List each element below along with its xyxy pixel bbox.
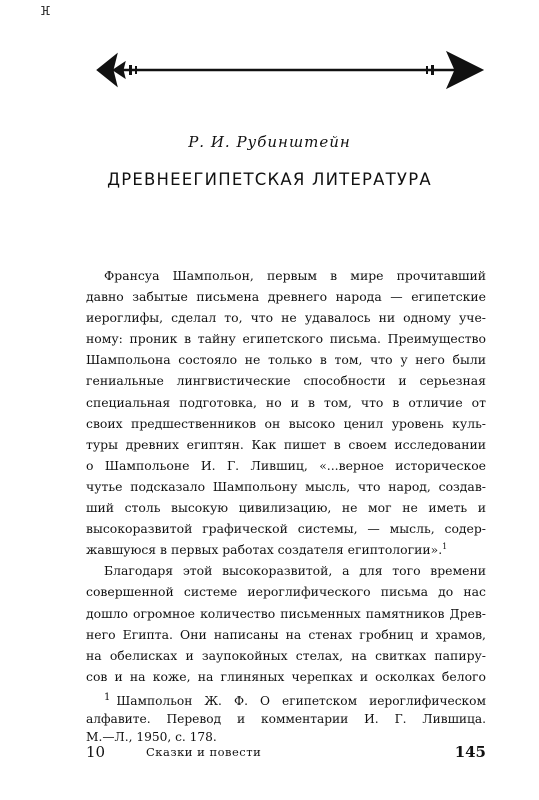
text-line: гениальные лингвистические способности и серьезная xyxy=(86,373,486,389)
signature-number: 10 xyxy=(86,743,106,761)
body-text xyxy=(86,265,486,687)
text-line: высокоразвитой графической системы, — мысль, содер- xyxy=(86,521,486,537)
text-line: специальная подготовка, но и в том, что в отличие от xyxy=(86,394,486,410)
footnote-marker: 1 xyxy=(104,691,111,703)
footnote-text: Шампольон Ж. Ф. О египетском иероглифическом xyxy=(116,694,486,708)
footnote-line: М.—Л., 1950, с. 178. xyxy=(86,730,217,744)
text-line: иероглифы, сделал то, что не удавалось ни одному уче- xyxy=(86,310,486,326)
text-line: чутье подсказало Шампольону мысль, что народ, создав- xyxy=(86,478,486,494)
text-line: туры древних египтян. Как пишет в своем исследовании xyxy=(86,436,486,452)
article-title: ДРЕВНЕЕГИПЕТСКАЯ ЛИТЕРАТУРА xyxy=(107,170,432,189)
text-line: него Египта. Они написаны на стенах гробниц и храмов, xyxy=(86,626,486,642)
text-line: сов и на коже, на глиняных черепках и осколках белого xyxy=(86,668,486,684)
corner-mark: ⴼ xyxy=(40,4,51,18)
arrow-ornament-icon xyxy=(95,40,485,100)
text-line: на обелисках и заупокойных стелах, на свитках папиру- xyxy=(86,647,486,663)
footnote xyxy=(86,692,486,746)
footnote-reference[interactable]: 1 xyxy=(442,542,448,552)
text-line: ший столь высокую цивилизацию, не мог не иметь и xyxy=(86,500,486,516)
text-line: жавшуюся в первых работах создателя египтологии». xyxy=(86,542,443,558)
footnote-line: алфавите. Перевод и комментарии И. Г. Лившица. xyxy=(86,712,486,726)
footnote-line xyxy=(86,692,486,710)
text-line: совершенной системе иероглифического письма до нас xyxy=(86,584,486,600)
text-line: Шампольона состояло не только в том, что у него были xyxy=(86,352,486,368)
text-line: Франсуа Шампольон, первым в мире прочитавший xyxy=(104,268,486,283)
text-line: дошло огромное количество письменных памятников Древ- xyxy=(86,605,486,621)
text-line: ному: проник в тайну египетского письма. Преимущество xyxy=(86,331,486,347)
author-name: Р. И. Рубинштейн xyxy=(188,133,351,151)
text-line: о Шампольоне И. Г. Лившиц, «...верное историческое xyxy=(86,457,486,473)
text-line: своих предшественников он высоко ценил уровень куль- xyxy=(86,415,486,431)
page-number: 145 xyxy=(454,743,486,761)
text-line: давно забытые письмена древнего народа — египетские xyxy=(86,289,486,305)
text-line: Благодаря этой высокоразвитой, а для того времени xyxy=(104,563,486,579)
text-line-with-footnote xyxy=(86,539,486,560)
signature-title: Сказки и повести xyxy=(146,745,262,759)
